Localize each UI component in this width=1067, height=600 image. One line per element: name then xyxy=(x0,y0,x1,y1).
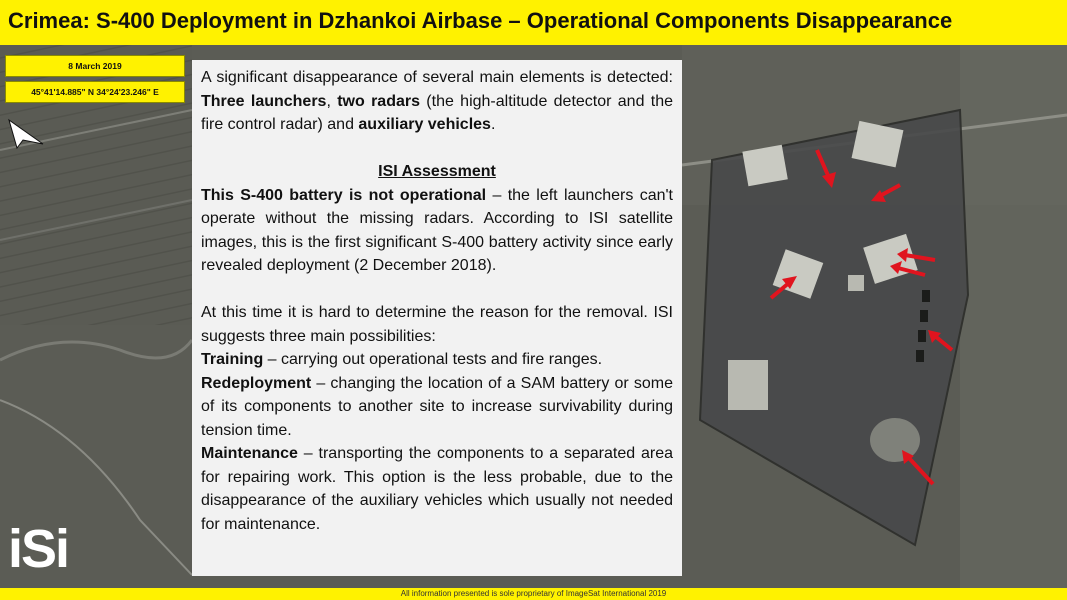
redeployment-text: – changing the location of a SAM battery or some of its components to another site to increase survivability during tension time. xyxy=(201,374,673,439)
page-title: Crimea: S-400 Deployment in Dzhankoi Airbase – Operational Components Disappearance xyxy=(8,8,953,33)
reason-paragraph: At this time it is hard to determine the reason for the removal. ISI suggests three main possibilities: xyxy=(201,304,673,345)
assessment-bold: This S-400 battery is not operational xyxy=(201,186,487,204)
assessment-panel xyxy=(192,60,682,576)
title-bar xyxy=(0,0,1067,45)
intro-vehicles: auxiliary vehicles xyxy=(358,116,491,133)
redeployment-paragraph xyxy=(201,372,673,443)
intro-sep-2: (the high-altitude detector and the fire control radar) and xyxy=(201,92,674,133)
intro-launchers: Three launchers xyxy=(201,92,327,110)
assessment-paragraph xyxy=(201,184,673,278)
training-bold: Training xyxy=(201,351,264,368)
coordinates-label: 45°41'14.885" N 34°24'23.246" E xyxy=(5,81,185,103)
maintenance-bold: Maintenance xyxy=(201,445,298,462)
intro-text: A significant disappearance of several main elements is detected: xyxy=(201,69,673,86)
footer-copyright: All information presented is sole proprietary of ImageSat International 2019 xyxy=(0,588,1067,600)
intro-paragraph xyxy=(201,66,673,137)
maintenance-paragraph xyxy=(201,442,673,536)
training-paragraph xyxy=(201,348,673,372)
intro-sep-1: , xyxy=(326,92,338,110)
date-label: 8 March 2019 xyxy=(5,55,185,77)
north-arrow-icon xyxy=(7,118,47,150)
training-text: – carrying out operational tests and fire ranges. xyxy=(263,351,603,368)
intro-radars: two radars xyxy=(337,92,420,110)
maintenance-text: – transporting the components to a separated area for repairing work. This option is the less probable, due to the disappearance of the auxiliary vehicles which usually not needed for maintenance. xyxy=(201,445,673,533)
assessment-text: – the left launchers can't operate without the missing radars. According to ISI satellite images, this is the first significant S-400 battery activity since early revealed deployment (2 December 2018). xyxy=(201,186,673,274)
assessment-heading: ISI Assessment xyxy=(378,163,496,180)
isi-logo: iSi xyxy=(8,519,69,579)
intro-sep-3: . xyxy=(490,116,496,133)
redeployment-bold: Redeployment xyxy=(201,374,312,392)
